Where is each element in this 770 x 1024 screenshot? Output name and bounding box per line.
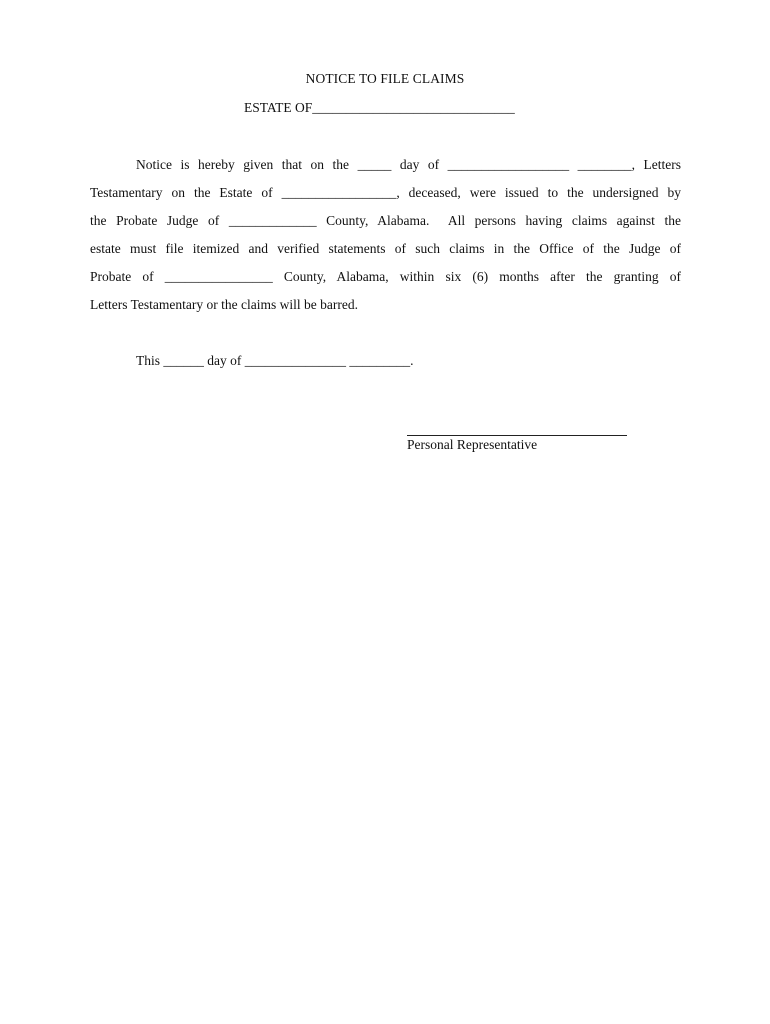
document-title: NOTICE TO FILE CLAIMS bbox=[305, 71, 465, 86]
estate-of-line: ESTATE OF______________________________ bbox=[244, 100, 515, 115]
body-line-1: Notice is hereby given that on the _____ day of __________________ ________, Letters bbox=[136, 157, 681, 172]
body-line-3: the Probate Judge of _____________ County, Alabama. All persons having claims against the bbox=[90, 213, 681, 228]
date-line: This ______ day of _______________ _________. bbox=[136, 353, 414, 368]
body-line-2: Testamentary on the Estate of _________________, deceased, were issued to the undersigned by bbox=[90, 185, 681, 200]
signature-line bbox=[407, 435, 627, 436]
signature-label: Personal Representative bbox=[407, 437, 538, 452]
body-line-4: estate must file itemized and verified statements of such claims in the Office of the Judge of bbox=[90, 241, 681, 256]
body-line-6: Letters Testamentary or the claims will be barred. bbox=[90, 297, 358, 312]
body-line-5: Probate of ________________ County, Alabama, within six (6) months after the granting of bbox=[90, 269, 681, 284]
